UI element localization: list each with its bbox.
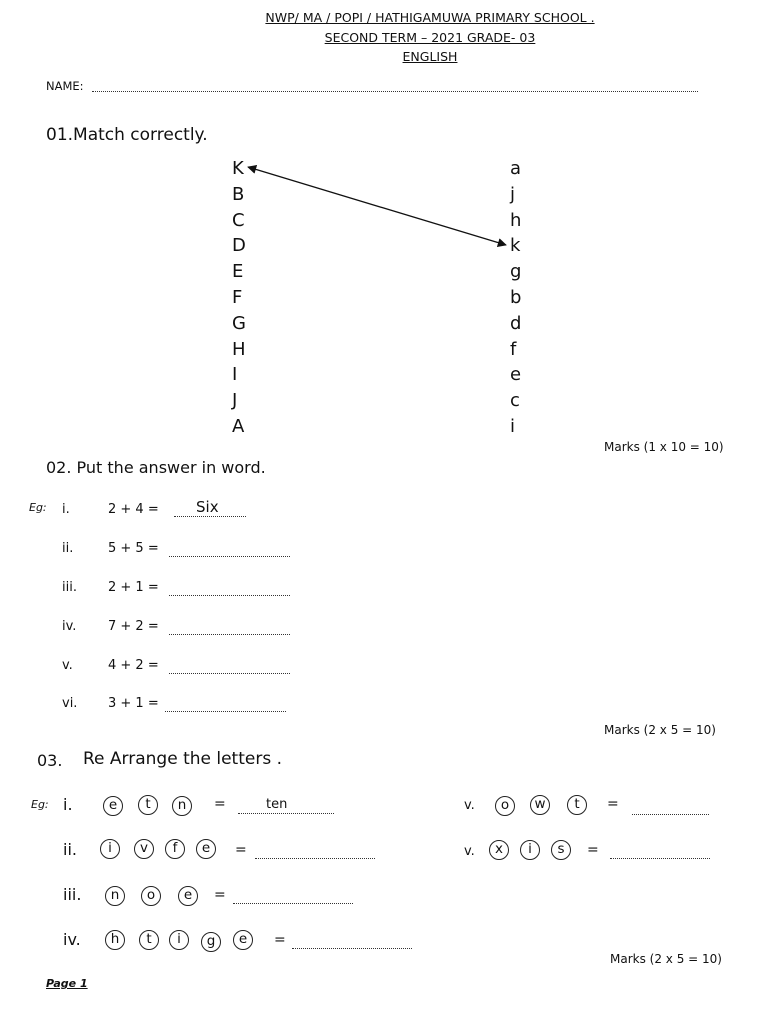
q3-num-6: v. [464,844,475,859]
letter-circle: i [100,839,120,859]
match-right-letter: b [510,287,522,308]
q3-answer-5[interactable] [632,800,709,815]
q3-equals-1: = [214,796,226,812]
match-right-letter: d [510,312,522,334]
term-grade: SECOND TERM – 2021 GRADE- 03 [324,30,536,45]
match-right-letter: i [510,416,516,437]
q2-answer-6[interactable] [165,697,286,712]
match-right-letter: f [510,338,517,360]
letter-circle: i [169,930,189,950]
q2-num-3: iii. [62,580,77,595]
q3-equals-6: = [587,842,599,858]
q3-answer-3[interactable] [233,889,353,904]
match-left-letter: D [232,235,246,257]
subject-title: ENGLISH [402,49,458,64]
letter-circle: i [520,840,540,860]
match-left-letter: K [232,158,244,179]
letter-circle: x [489,840,509,860]
q2-answer-3[interactable] [169,581,290,596]
q3-equals-2: = [235,842,247,858]
letter-circle: t [138,795,158,815]
match-right-letter: c [510,390,520,412]
letter-circle: h [105,930,125,950]
q3-num-4: iv. [63,930,81,949]
q2-answer-text-1: Six [196,498,219,516]
match-arrow [0,0,768,300]
q3-equals-4: = [274,932,286,948]
letter-circle: s [551,840,571,860]
letter-circle: n [105,886,125,906]
q2-sum-3: 2 + 1 = [108,580,159,595]
q3-answer-4[interactable] [292,934,412,949]
q3-answer-1[interactable] [238,799,334,814]
q2-sum-4: 7 + 2 = [108,619,159,634]
q3-num-2: ii. [63,840,77,859]
q3-example-label: Eg: [31,798,49,811]
match-left-letter: G [232,312,246,334]
school-name: NWP/ MA / POPI / HATHIGAMUWA PRIMARY SCHOOL . [265,10,595,25]
match-left-letter: B [232,183,245,205]
letter-circle: v [134,839,154,859]
q2-sum-2: 5 + 5 = [108,541,159,556]
q2-answer-1[interactable] [174,498,246,517]
q3-number: 03. [37,751,63,770]
match-right-letter: a [510,158,522,179]
q2-answer-5[interactable] [169,659,290,674]
letter-circle: e [196,839,216,859]
match-left-letter: A [232,416,245,437]
q2-num-6: vi. [62,696,78,711]
q2-example-label: Eg: [29,501,47,514]
name-label: NAME: [46,79,84,93]
q2-num-2: ii. [62,541,74,556]
match-right-letter: j [510,183,516,205]
q1-title: 01.Match correctly. [46,125,208,145]
q3-equals-3: = [214,887,226,903]
q3-answer-6[interactable] [610,844,710,859]
q2-answer-2[interactable] [169,542,290,557]
letter-circle: e [178,886,198,906]
q2-sum-6: 3 + 1 = [108,696,159,711]
letter-circle: e [233,930,253,950]
match-left-letter: J [232,390,238,412]
match-left-letter: C [232,209,245,231]
q2-num-1: i. [62,502,70,517]
q2-sum-1: 2 + 4 = [108,502,159,517]
match-left-letter: E [232,261,244,283]
match-left-letter: I [232,364,238,386]
q2-title: 02. Put the answer in word. [46,458,266,477]
q1-marks: Marks (1 x 10 = 10) [604,440,724,454]
letter-circle: o [495,796,515,816]
q2-marks: Marks (2 x 5 = 10) [604,723,716,737]
q3-marks: Marks (2 x 5 = 10) [610,952,722,966]
q2-num-4: iv. [62,619,77,634]
page-number: Page 1 [46,977,88,990]
letter-circle: w [530,795,550,815]
letter-circle: t [139,930,159,950]
match-right-letter: e [510,364,522,386]
match-left-letter: F [232,287,243,308]
letter-circle: t [567,795,587,815]
match-right-letter: k [510,235,521,257]
letter-circle: n [172,796,192,816]
q3-answer-2[interactable] [255,844,375,859]
q3-title: Re Arrange the letters . [83,749,282,769]
match-right-letter: h [510,209,522,231]
q3-answer-text-1: ten [266,797,288,812]
letter-circle: f [165,839,185,859]
letter-circle: o [141,886,161,906]
q3-num-5: v. [464,798,475,813]
match-right-letter: g [510,261,522,283]
q3-num-1: i. [63,795,73,814]
letter-circle: g [201,932,221,952]
q2-answer-4[interactable] [169,620,290,635]
match-left-letter: H [232,338,246,360]
letter-circle: e [103,796,123,816]
q2-sum-5: 4 + 2 = [108,658,159,673]
q3-num-3: iii. [63,885,82,904]
q2-num-5: v. [62,658,73,673]
q3-equals-5: = [607,796,619,812]
